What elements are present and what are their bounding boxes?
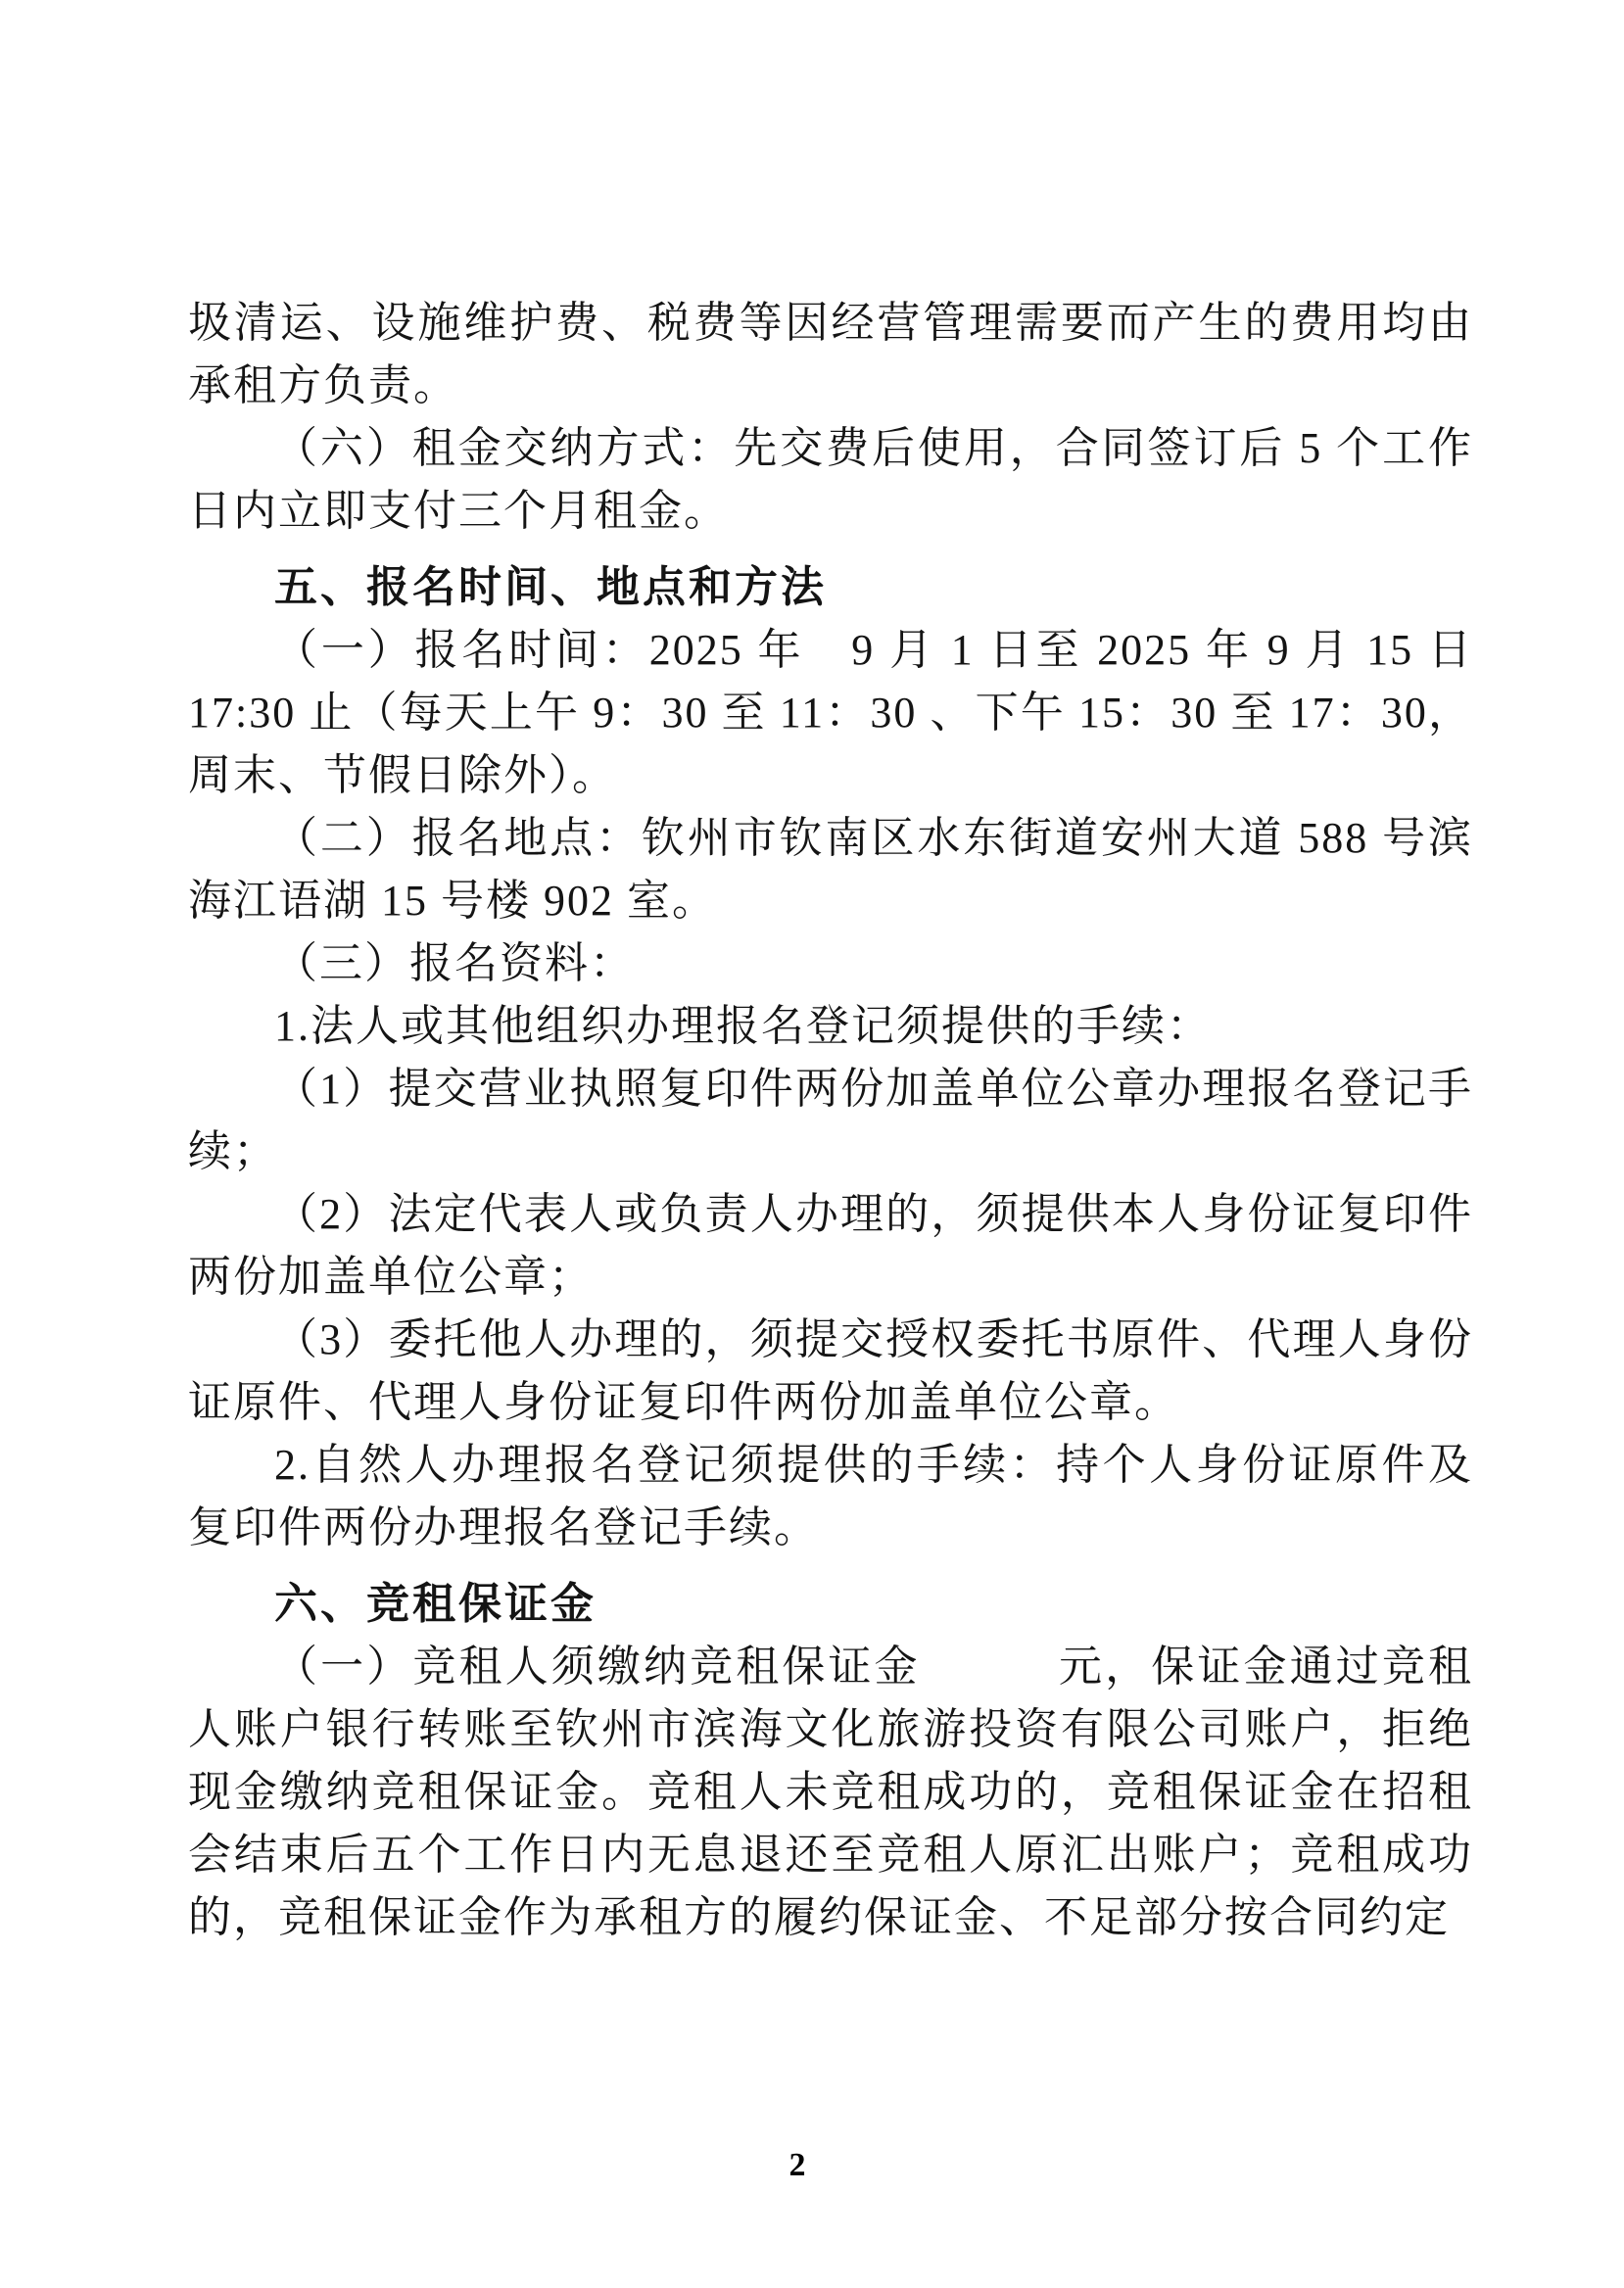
paragraph: （3）委托他人办理的，须提交授权委托书原件、代理人身份证原件、代理人身份证复印件两份加盖单位公章。 — [188, 1315, 1473, 1426]
paragraph: 2.自然人办理报名登记须提供的手续：持个人身份证原件及复印件两份办理报名登记手续。 — [188, 1441, 1473, 1551]
paragraph: 圾清运、设施维护费、税费等因经营管理需要而产生的费用均由承租方负责。 — [188, 299, 1473, 409]
paragraph: （1）提交营业执照复印件两份加盖单位公章办理报名登记手续； — [188, 1065, 1473, 1175]
document-body — [188, 292, 1473, 1949]
paragraph: （三）报名资料： — [274, 939, 635, 987]
paragraph: （一）竞租人须缴纳竞租保证金 元，保证金通过竞租人账户银行转账至钦州市滨海文化旅游投资有限公司账户，拒绝现金缴纳竞租保证金。竞租人未竞租成功的，竞租保证金在招租会结束后五个工作日内无息退还至竞租人原汇出账户；竞租成功的，竞租保证金作为承租方的履约保证金、不足部分按合同约定 — [188, 1643, 1473, 1941]
paragraph: 1.法人或其他组织办理报名登记须提供的手续： — [274, 1002, 1212, 1050]
section-heading: 六、竞租保证金 — [274, 1580, 597, 1628]
paragraph: （2）法定代表人或负责人办理的，须提供本人身份证复印件两份加盖单位公章； — [188, 1190, 1473, 1301]
paragraph: （二）报名地点：钦州市钦南区水东街道安州大道 588 号滨海江语湖 15 号楼 902 室。 — [188, 814, 1473, 925]
paragraph: （六）租金交纳方式：先交费后使用，合同签订后 5 个工作日内立即支付三个月租金。 — [188, 424, 1473, 535]
page-number: 2 — [788, 2147, 806, 2183]
section-heading: 五、报名时间、地点和方法 — [274, 563, 827, 611]
paragraph: （一）报名时间：2025 年 9 月 1 日至 2025 年 9 月 15 日 17:30 止（每天上午 9：30 至 11：30 、下午 15：30 至 17：30，周末、节假日除外）。 — [188, 626, 1473, 799]
